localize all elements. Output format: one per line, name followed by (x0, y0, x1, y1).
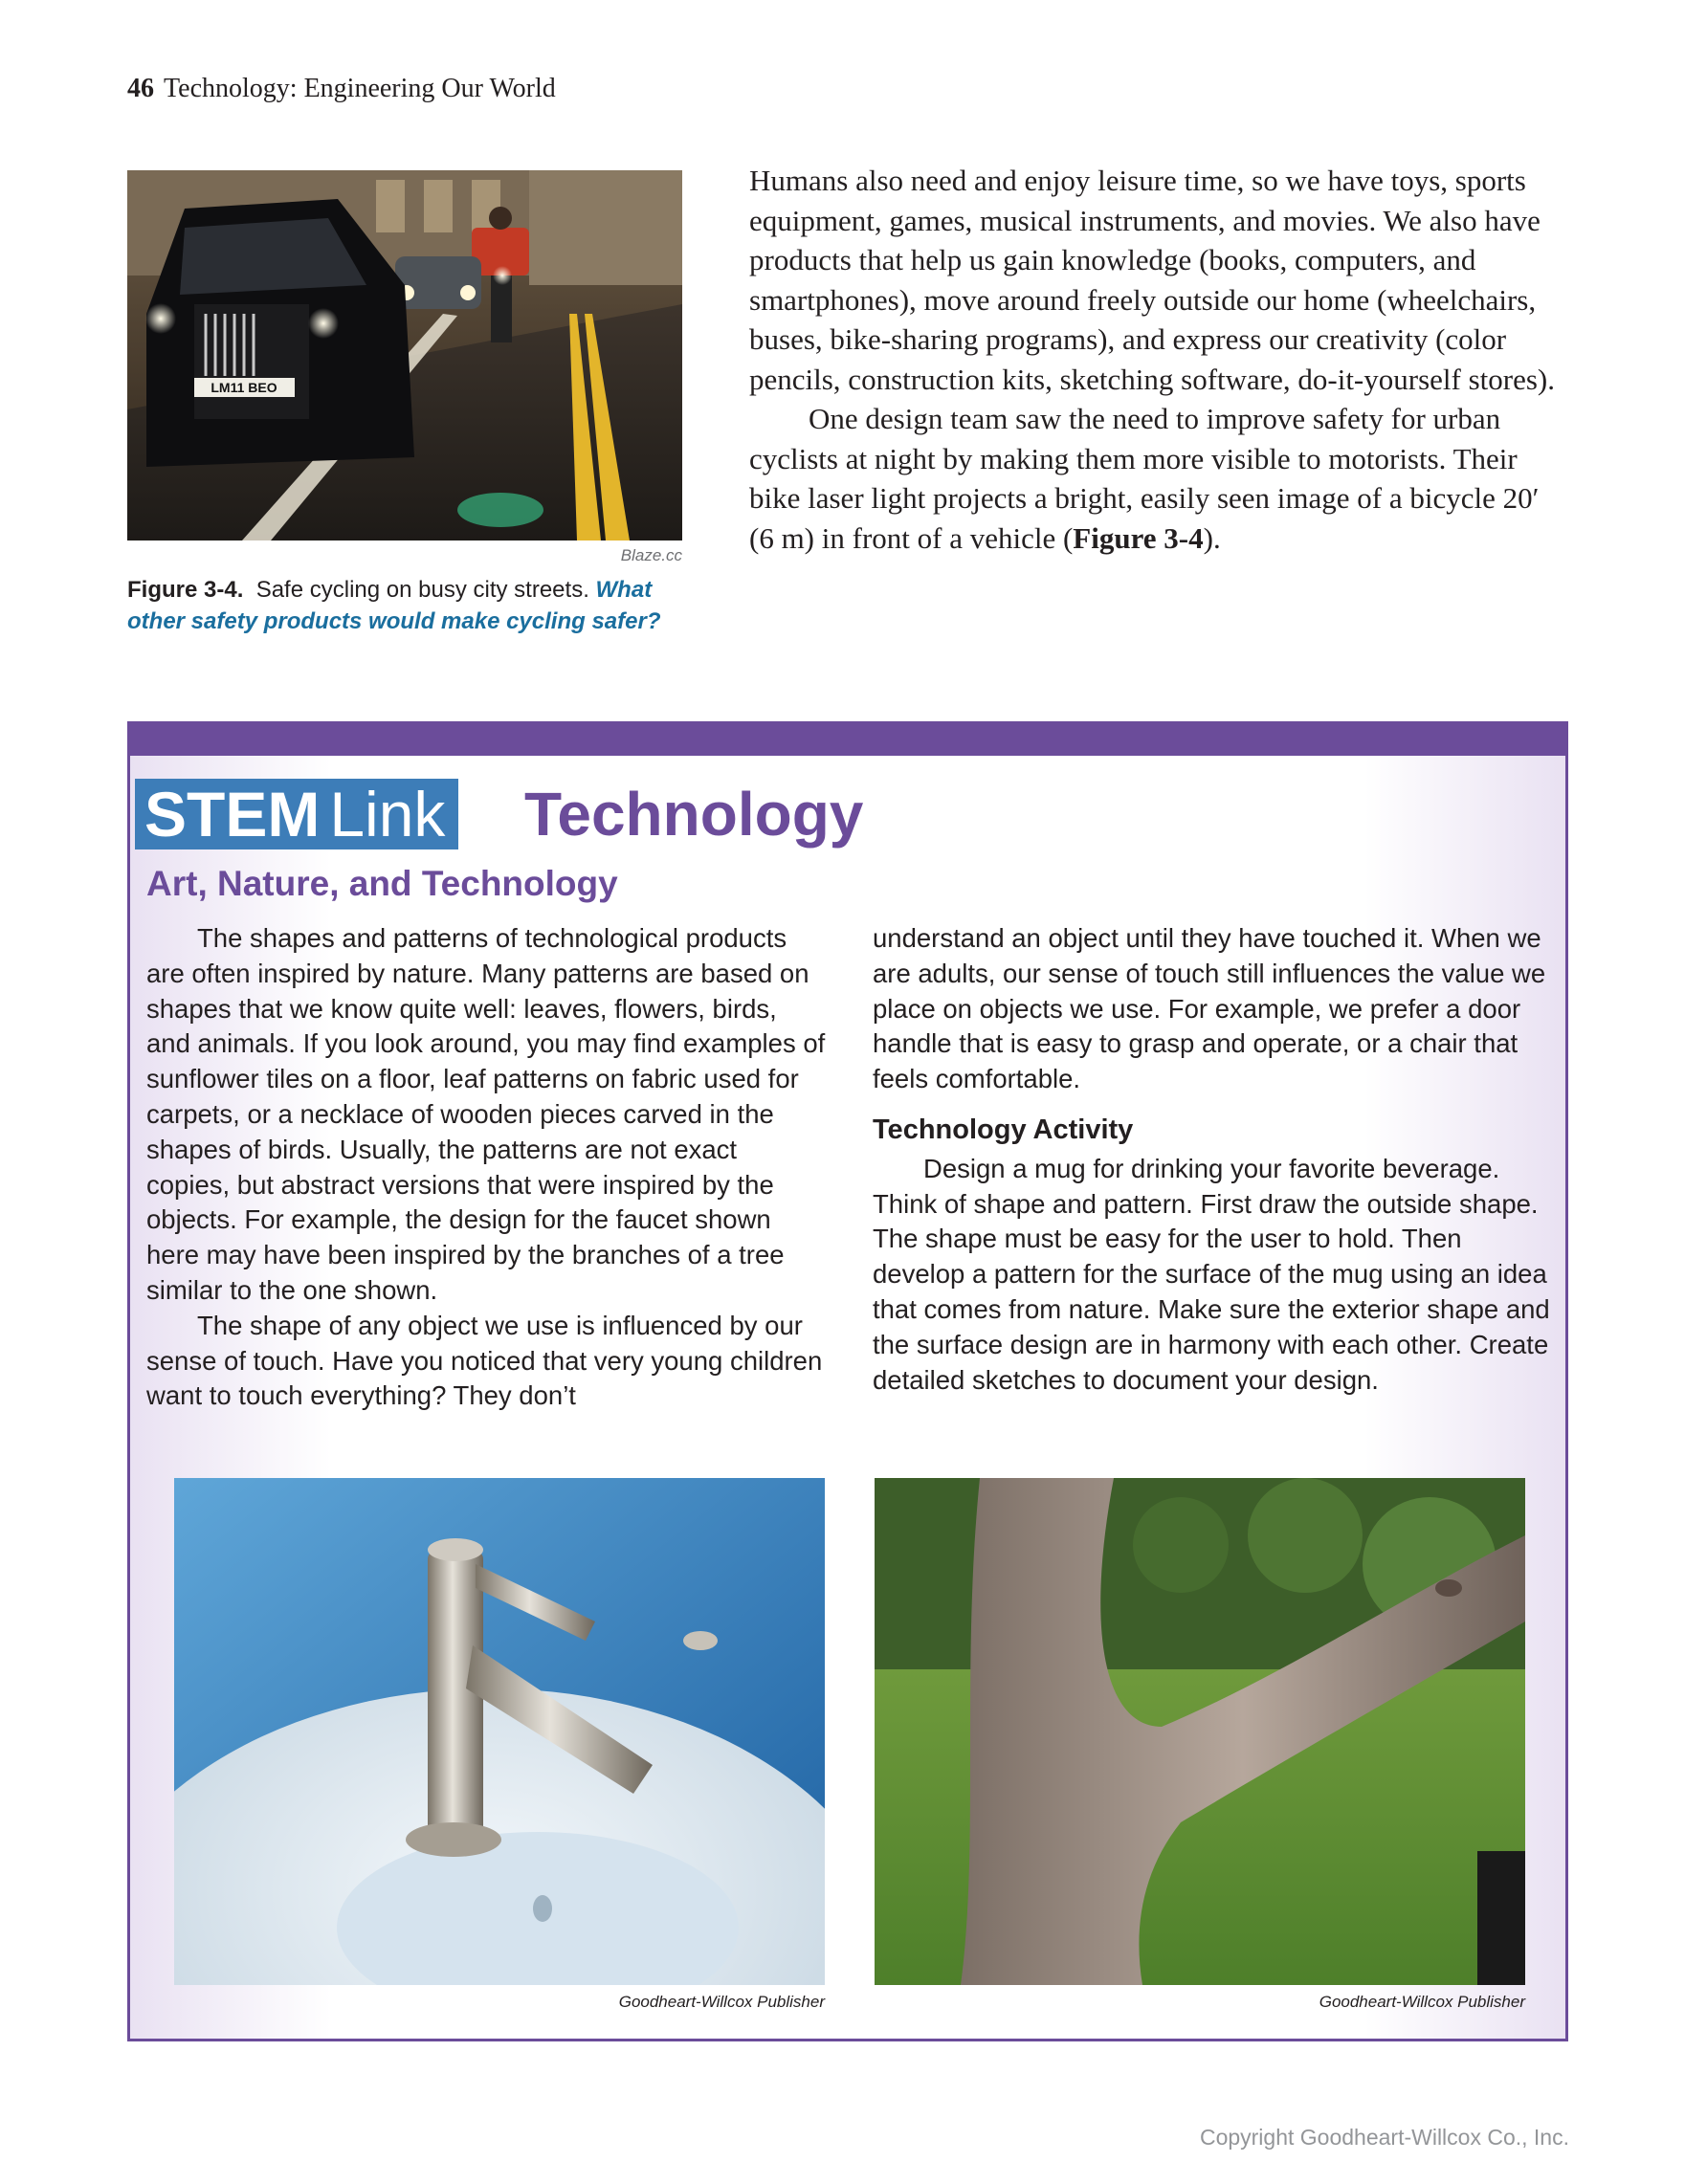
stem-tag-bold: STEM (144, 779, 321, 849)
figure-caption (127, 574, 687, 637)
stem-right-column (873, 921, 1554, 1398)
figure-label: Figure 3-4. (127, 577, 244, 603)
intro-text (749, 161, 1563, 558)
figure-credit: Blaze.cc (620, 546, 682, 564)
activity-heading: Technology Activity (873, 1114, 1134, 1145)
stem-link-tag (135, 779, 458, 849)
stem-right-paragraph-1: understand an object until they have touched it. When we are adults, our sense of touch still influences the value we place on objects we use. For example, we prefer a door handle that is easy to grasp and operate, or a chair that feels comfortable. (873, 923, 1546, 1094)
activity-text: Design a mug for drinking your favorite beverage. Think of shape and pattern. First draw the outside shape. The shape must be easy for the user to hold. Then develop a pattern for the surface of the mug using an idea that comes from nature. Make sure the exterior shape and the surface design are in harmony with each other. Create detailed sketches to document your design. (873, 1153, 1550, 1395)
tree-credit: Goodheart-Willcox Publisher (1319, 1993, 1525, 2011)
copyright-notice: Copyright Goodheart-Willcox Co., Inc. (1199, 2125, 1569, 2150)
stem-link-top-bar (127, 721, 1568, 756)
stem-subtitle: Art, Nature, and Technology (146, 864, 618, 903)
book-title: Technology: Engineering Our World (164, 74, 556, 103)
running-head (127, 74, 556, 104)
stem-tag-light: Link (329, 779, 446, 849)
figure-caption-text: Safe cycling on busy city streets. (255, 577, 589, 603)
stem-category: Technology (524, 780, 864, 849)
intro-paragraph-2 (749, 399, 1563, 558)
intro-paragraph-1: Humans also need and enjoy leisure time, so we have toys, sports equipment, games, musical instruments, and movies. We also have products that help us gain knowledge (books, computers, and smartphones), move around freely outside our home (wheelchairs, buses, bike-sharing programs), and express our creativity (color pencils, construction kits, sketching software, do-it-yourself stores). (749, 164, 1555, 396)
stem-left-paragraph-1: The shapes and patterns of technological products are often inspired by nature. Many patterns are based on shapes that we know quite well: leaves, flowers, birds, and animals. If you look around, you may find examples of sunflower tiles on a floor, leaf patterns on fabric used for carpets, or a necklace of wooden pieces carved in the shapes of birds. Usually, the patterns are not exact copies, but abstract versions that were inspired by the objects. For example, the design for the faucet shown here may have been inspired by the branches of a tree similar to the one shown. (146, 923, 826, 1305)
faucet-credit: Goodheart-Willcox Publisher (618, 1993, 825, 2011)
license-plate: LM11 BEO (211, 380, 277, 395)
page-number: 46 (127, 74, 154, 103)
figure-3-4-photo (127, 170, 682, 540)
stem-left-column (146, 921, 826, 1414)
stem-left-paragraph-2: The shape of any object we use is influenced by our sense of touch. Have you noticed that very young children want to touch everything? They don’t (146, 1310, 823, 1411)
faucet-photo (174, 1478, 825, 1985)
tree-photo (875, 1478, 1525, 1985)
intro-paragraph-2-text: One design team saw the need to improve safety for urban cyclists at night by making them more visible to motorists. Their bike laser light projects a bright, easily seen image of a bicycle 20′ (6 m) in front of a vehicle ( (749, 402, 1540, 555)
intro-paragraph-2-end: ). (1203, 520, 1221, 555)
figure-question: What other safety products would make cycling safer? (127, 577, 661, 634)
figure-reference[interactable]: Figure 3-4 (1073, 520, 1204, 555)
